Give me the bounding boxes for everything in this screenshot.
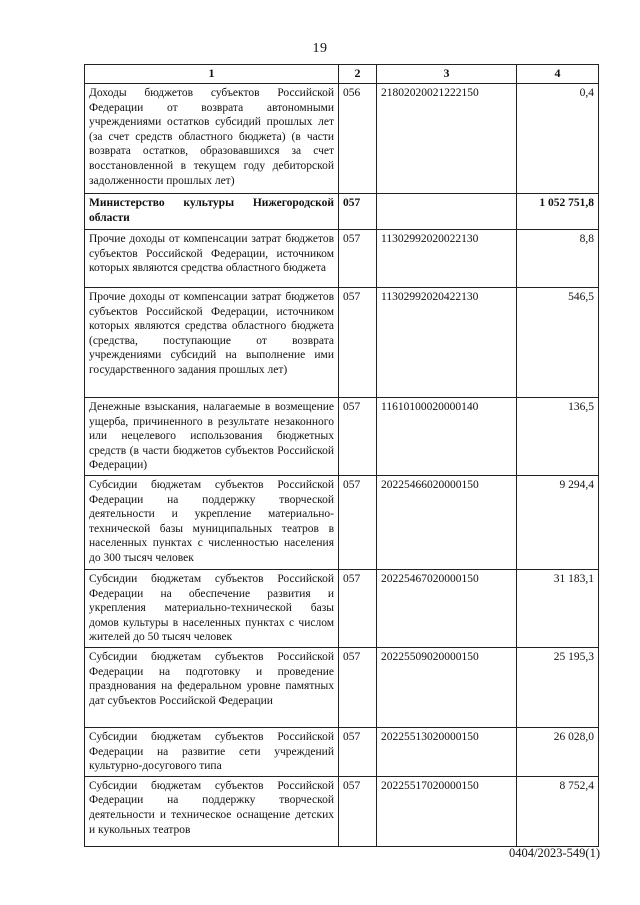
table-row — [85, 776, 599, 846]
row-admin-code: 057 — [339, 475, 377, 569]
row-name: Субсидии бюджетам субъектов Российской Федерации на поддержку творческой деятельности и техническое оснащение детских и кукольных театров — [85, 776, 339, 846]
row-amount: 25 195,3 — [517, 647, 599, 727]
row-name: Субсидии бюджетам субъектов Российской Федерации на развитие сети учреждений культурно-досугового типа — [85, 727, 339, 776]
row-admin-code: 057 — [339, 647, 377, 727]
row-name: Прочие доходы от компенсации затрат бюджетов субъектов Российской Федерации, источником которых являются средства областного бюджета (средства, поступающие от возврата учреждениями субсидий на выполнение ими государственного задания прошлых лет) — [85, 288, 339, 398]
row-admin-code: 057 — [339, 569, 377, 647]
row-admin-code: 057 — [339, 230, 377, 288]
row-amount: 1 052 751,8 — [517, 194, 599, 230]
row-admin-code: 057 — [339, 194, 377, 230]
row-name: Субсидии бюджетам субъектов Российской Федерации на обеспечение развития и укрепления материально-технической базы домов культуры в населенных пунктах с числом жителей до 50 тысяч человек — [85, 569, 339, 647]
row-budget-classification-code: 20225467020000150 — [377, 569, 517, 647]
table-row — [85, 398, 599, 476]
column-header-kbk: 3 — [377, 65, 517, 84]
row-admin-code: 056 — [339, 84, 377, 194]
row-admin-code: 057 — [339, 288, 377, 398]
row-name: Доходы бюджетов субъектов Российской Федерации от возврата автономными учреждениями остатков субсидий прошлых лет (за счет средств областного бюджета) (в части возврата остатков, образовавшихся за счет восстановленной в текущем году дебиторской задолженности прошлых лет) — [85, 84, 339, 194]
budget-revenue-table — [84, 64, 599, 847]
row-amount: 136,5 — [517, 398, 599, 476]
column-header-name: 1 — [85, 65, 339, 84]
row-budget-classification-code: 20225517020000150 — [377, 776, 517, 846]
row-budget-classification-code: 11302992020422130 — [377, 288, 517, 398]
column-header-amount: 4 — [517, 65, 599, 84]
table-row — [85, 84, 599, 194]
page-number: 19 — [312, 41, 328, 56]
row-budget-classification-code: 11610100020000140 — [377, 398, 517, 476]
row-amount: 0,4 — [517, 84, 599, 194]
table-row — [85, 288, 599, 398]
row-amount: 9 294,4 — [517, 475, 599, 569]
row-amount: 546,5 — [517, 288, 599, 398]
table-row — [85, 194, 599, 230]
row-amount: 8 752,4 — [517, 776, 599, 846]
row-amount: 31 183,1 — [517, 569, 599, 647]
row-amount: 26 028,0 — [517, 727, 599, 776]
row-budget-classification-code: 20225513020000150 — [377, 727, 517, 776]
row-name: Субсидии бюджетам субъектов Российской Федерации на подготовку и проведение празднования на федеральном уровне памятных дат субъектов Российской Федерации — [85, 647, 339, 727]
table-row — [85, 475, 599, 569]
row-name: Министерство культуры Нижегородской области — [85, 194, 339, 230]
table-row — [85, 569, 599, 647]
row-budget-classification-code: 11302992020022130 — [377, 230, 517, 288]
table-row — [85, 647, 599, 727]
row-name: Субсидии бюджетам субъектов Российской Федерации на поддержку творческой деятельности и укрепление материально-технической базы муниципальных театров в населенных пунктах с численностью населения до 300 тысяч человек — [85, 475, 339, 569]
row-admin-code: 057 — [339, 727, 377, 776]
row-name: Денежные взыскания, налагаемые в возмещение ущерба, причиненного в результате незаконного или нецелевого использования бюджетных средств (в части бюджетов субъектов Российской Федерации) — [85, 398, 339, 476]
table-row — [85, 727, 599, 776]
row-admin-code: 057 — [339, 398, 377, 476]
table-row — [85, 230, 599, 288]
row-name: Прочие доходы от компенсации затрат бюджетов субъектов Российской Федерации, источником которых являются средства областного бюджета — [85, 230, 339, 288]
column-header-code: 2 — [339, 65, 377, 84]
row-budget-classification-code: 20225466020000150 — [377, 475, 517, 569]
row-budget-classification-code: 21802020021222150 — [377, 84, 517, 194]
row-budget-classification-code — [377, 194, 517, 230]
row-amount: 8,8 — [517, 230, 599, 288]
document-code: 0404/2023-549(1) — [509, 846, 600, 860]
row-admin-code: 057 — [339, 776, 377, 846]
table-header-row — [85, 65, 599, 84]
row-budget-classification-code: 20225509020000150 — [377, 647, 517, 727]
